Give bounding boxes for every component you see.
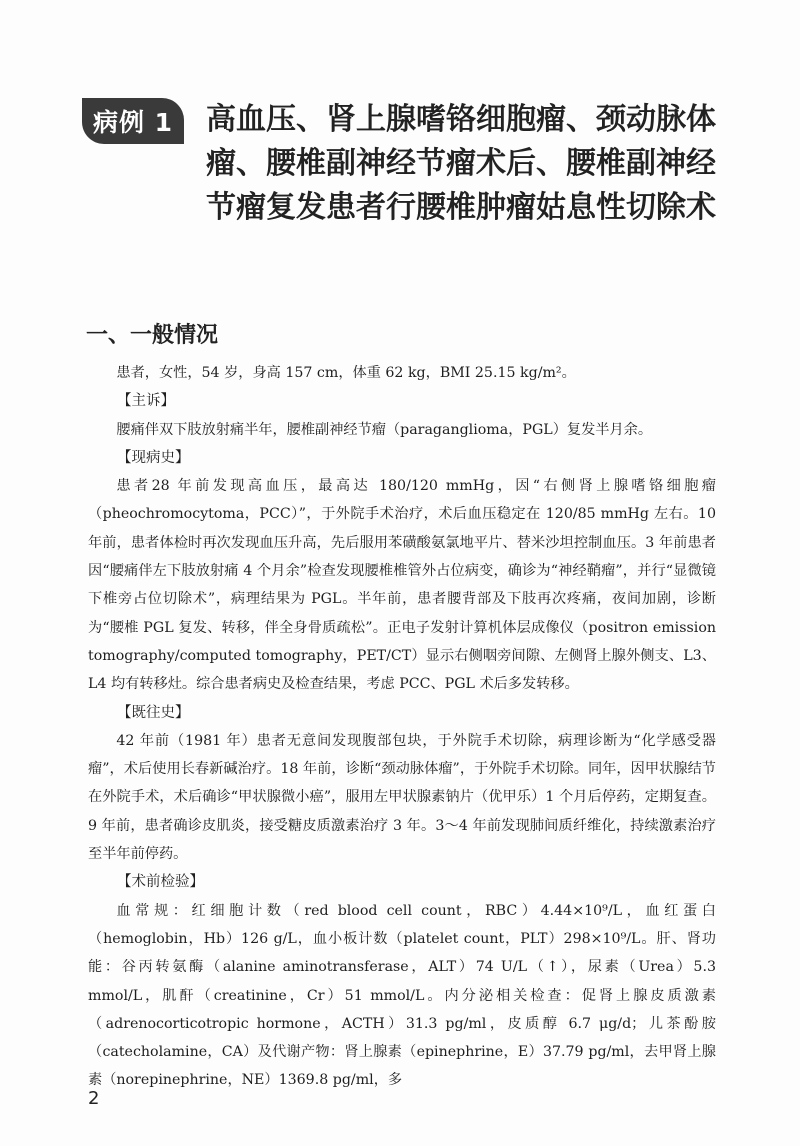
patient-info: 患者，女性，54 岁，身高 157 cm，体重 62 kg，BMI 25.15 kg/m²。 [116, 365, 576, 381]
present-illness-heading: 【现病史】 [117, 449, 190, 466]
preop-tests-heading: 【术前检验】 [117, 874, 204, 891]
case-title: 高血压、肾上腺嗜铬细胞瘤、颈动脉体瘤、腰椎副神经节瘤术后、腰椎副神经节瘤复发患者行腰椎肿瘤姑息性切除术 [206, 102, 716, 225]
chief-complaint-heading: 【主诉】 [117, 393, 175, 410]
past-history-heading: 【既往史】 [117, 704, 190, 721]
page-number: 2 [88, 1088, 100, 1109]
preop-tests-text: 血常规：红细胞计数（red blood cell count，RBC）4.44×10⁹/L，血红蛋白（hemoglobin，Hb）126 g/L，血小板计数（platelet count，PLT）298×10⁹/L。肝、肾功能：谷丙转氨酶（alanine aminotransferase，ALT）74 U/L（↑），尿素（Urea）5.3 mmol/L，肌酐（creatinine，Cr）51 mmol/L。内分泌相关检查：促肾上腺皮质激素（adrenocorticotropic hormone，ACTH）31.3 pg/ml，皮质醇 6.7 μg/d；儿茶酚胺（catecholamine，CA）及代谢产物：肾上腺素（epinephrine，E）37.79 pg/ml，去甲肾上腺素（norepinephrine，NE）1369.8 pg/ml，多 [88, 902, 716, 1089]
chief-complaint-text: 腰痛伴双下肢放射痛半年，腰椎副神经节瘤（paraganglioma，PGL）复发半月余。 [116, 421, 653, 438]
past-history-text: 42 年前（1981 年）患者无意间发现腹部包块，于外院手术切除，病理诊断为“化学感受器瘤”，术后使用长春新碱治疗。18 年前，诊断“颈动脉体瘤”，于外院手术切除。同年，因甲状腺结节在外院手术，术后确诊“甲状腺微小癌”，服用左甲状腺素钠片（优甲乐）1 个月后停药，定期复查。9 年前，患者确诊皮肌炎，接受糖皮质激素治疗 3 年。3～4 年前发现肺间质纤维化，持续激素治疗至半年前停药。 [88, 732, 716, 863]
present-illness-text: 患者28 年前发现高血压，最高达 180/120 mmHg，因“右侧肾上腺嗜铬细胞瘤（pheochromocytoma，PCC）”，于外院手术治疗，术后血压稳定在 120/85 mmHg 左右。10 年前，患者体检时再次发现血压升高，先后服用苯磺酸氨氯地平片、替米沙坦控制血压。3 年前患者因“腰痛伴左下肢放射痛 4 个月余”检查发现腰椎椎管外占位病变，确诊为“神经鞘瘤”，并行“显微镜下椎旁占位切除术”，病理结果为 PGL。半年前，患者腰背部及下肢再次疼痛，夜间加剧，诊断为“腰椎 PGL 复发、转移，伴全身骨质疏松”。正电子发射计算机体层成像仪（positron emission tomography/computed tomography，PET/CT）显示右侧咽旁间隙、左侧肾上腺外侧支、L3、L4 均有转移灶。综合患者病史及检查结果，考虑 PCC、PGL 术后多发转移。 [88, 478, 716, 693]
section-title: 一、一般情况 [86, 323, 219, 348]
body-content [88, 359, 716, 1095]
case-badge: 病例 1 [82, 98, 184, 144]
